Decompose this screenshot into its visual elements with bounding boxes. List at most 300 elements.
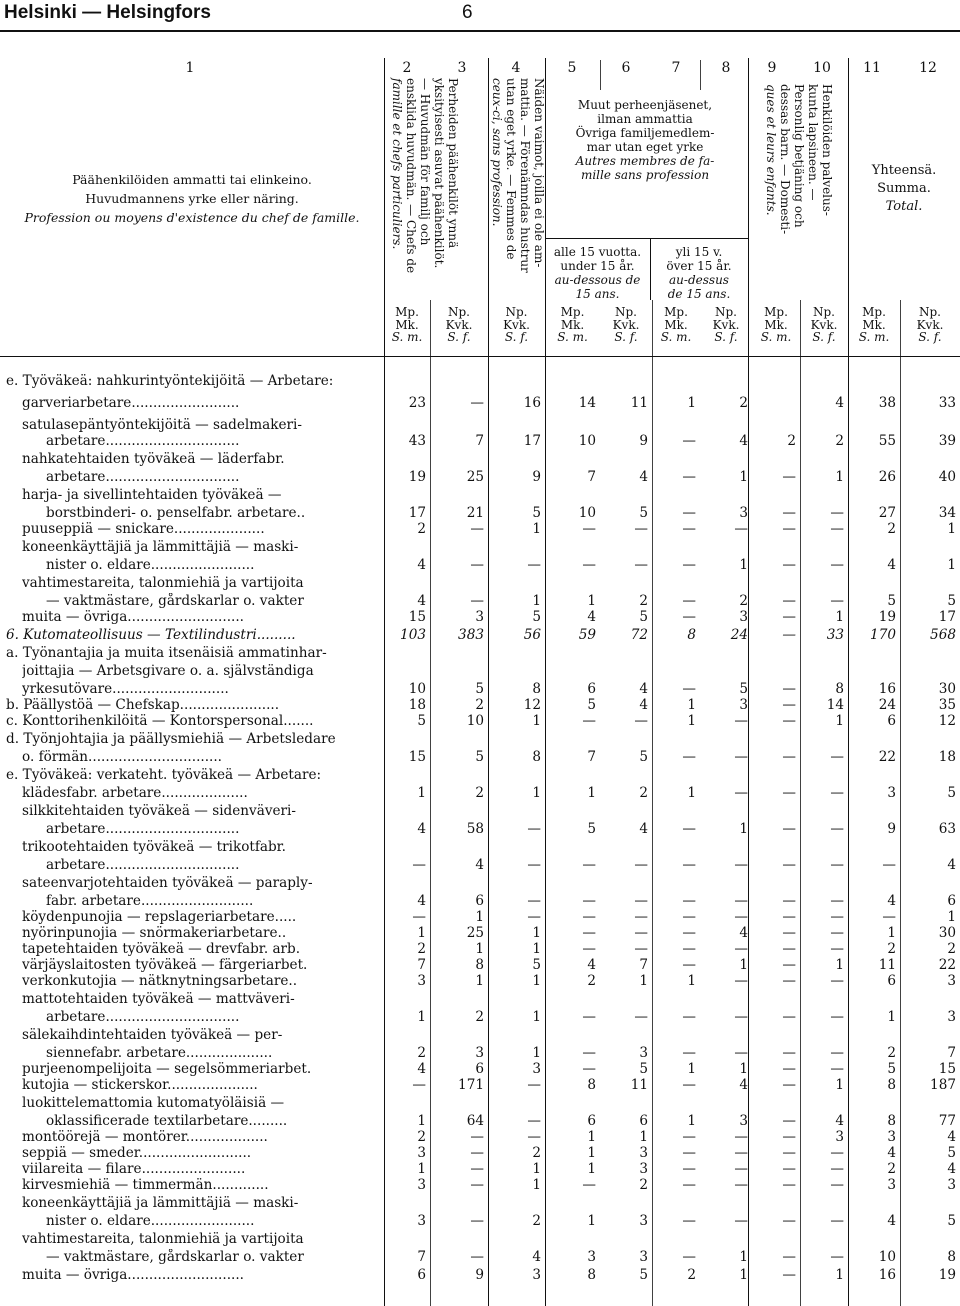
- table-cell: —: [470, 1129, 484, 1145]
- table-cell: 2: [417, 1045, 426, 1061]
- table-cell: 2: [475, 1009, 484, 1025]
- table-cell: 25: [466, 469, 484, 485]
- table-cell: 1: [739, 1267, 748, 1283]
- table-cell: 2: [787, 433, 796, 449]
- table-cell: 383: [458, 627, 484, 643]
- col910-header-l1: Henkilöiden palvelus-: [820, 84, 834, 216]
- table-row-label: arbetare...............................: [46, 1009, 240, 1025]
- table-cell: 11: [878, 957, 896, 973]
- table-cell: —: [682, 1145, 696, 1161]
- table-cell: 3: [887, 785, 896, 801]
- table-row-label: tapetehtaiden työväkeä — drevfabr. arb.: [22, 941, 301, 957]
- table-cell: —: [830, 1009, 844, 1025]
- table-cell: 7: [587, 749, 596, 765]
- unit-line: Np.: [505, 305, 528, 319]
- unit-label: [848, 306, 900, 344]
- table-cell: —: [682, 505, 696, 521]
- column-number: 11: [863, 60, 881, 76]
- table-cell: 2: [947, 941, 956, 957]
- col1-header-fi: Päähenkilöiden ammatti tai elinkeino.: [72, 172, 312, 187]
- unit-label: [752, 306, 800, 344]
- column-divider: [488, 58, 489, 1306]
- table-cell: —: [470, 521, 484, 537]
- col58-header-sv2: mar utan eget yrke: [586, 140, 704, 154]
- table-cell: —: [782, 557, 796, 573]
- table-cell: —: [782, 1061, 796, 1077]
- unit-label: [384, 306, 430, 344]
- table-cell: 1: [532, 1045, 541, 1061]
- table-cell: —: [682, 1129, 696, 1145]
- table-cell: 1: [417, 1113, 426, 1129]
- unit-label: [545, 306, 600, 344]
- column-number: 9: [767, 60, 777, 76]
- table-cell: 5: [887, 593, 896, 609]
- table-cell: 2: [835, 433, 844, 449]
- col910-header-l2: kunta lapsineen. —: [806, 84, 820, 201]
- table-cell: 5: [532, 609, 541, 625]
- table-cell: 1: [739, 821, 748, 837]
- table-cell: —: [782, 957, 796, 973]
- table-cell: 59: [578, 627, 596, 643]
- table-cell: —: [470, 395, 484, 411]
- table-cell: —: [734, 749, 748, 765]
- column-number: 12: [919, 60, 937, 76]
- table-cell: 4: [947, 1129, 956, 1145]
- table-row-label: arbetare...............................: [46, 821, 240, 837]
- table-cell: 1: [835, 469, 844, 485]
- table-cell: 9: [532, 469, 541, 485]
- table-cell: 1: [687, 395, 696, 411]
- table-row-heading: koneenkäyttäjiä ja lämmittäjiä — maski-: [22, 539, 299, 555]
- table-cell: 1: [587, 593, 596, 609]
- table-cell: —: [782, 593, 796, 609]
- unit-line: Mp.: [560, 305, 585, 319]
- table-cell: —: [582, 909, 596, 925]
- table-cell: 7: [475, 433, 484, 449]
- col1-header-sv: Huvudmannens yrke eller näring.: [85, 191, 299, 206]
- col58-header-fr2: mille sans profession: [580, 168, 710, 182]
- table-cell: 6: [587, 681, 596, 697]
- subcolumn-divider: [700, 60, 701, 90]
- table-cell: 8: [587, 1077, 596, 1093]
- table-cell: 3: [639, 1161, 648, 1177]
- table-cell: 1: [532, 925, 541, 941]
- table-cell: —: [782, 821, 796, 837]
- table-row-label: borstbinderi- o. penselfabr. arbetare..: [46, 505, 306, 521]
- table-cell: —: [634, 1009, 648, 1025]
- table-cell: 5: [639, 609, 648, 625]
- table-cell: —: [682, 1177, 696, 1193]
- table-cell: 8: [475, 957, 484, 973]
- table-cell: —: [682, 749, 696, 765]
- table-cell: —: [682, 557, 696, 573]
- table-cell: —: [830, 521, 844, 537]
- table-cell: —: [527, 857, 541, 873]
- table-cell: 8: [532, 681, 541, 697]
- table-cell: 3: [639, 1145, 648, 1161]
- table-cell: 16: [523, 395, 541, 411]
- table-cell: 5: [587, 821, 596, 837]
- table-cell: 1: [587, 1145, 596, 1161]
- table-cell: —: [470, 1145, 484, 1161]
- column-number: 8: [721, 60, 731, 76]
- col58-header: [545, 98, 745, 182]
- table-cell: —: [527, 1113, 541, 1129]
- table-cell: 9: [639, 433, 648, 449]
- table-cell: 8: [587, 1267, 596, 1283]
- table-cell: 1: [475, 909, 484, 925]
- table-cell: —: [582, 893, 596, 909]
- table-cell: —: [830, 749, 844, 765]
- table-cell: —: [470, 593, 484, 609]
- table-cell: 2: [887, 521, 896, 537]
- table-cell: —: [782, 1161, 796, 1177]
- table-cell: 3: [417, 973, 426, 989]
- table-cell: 64: [466, 1113, 484, 1129]
- unit-label: [488, 306, 545, 344]
- table-cell: 4: [475, 857, 484, 873]
- table-cell: 1: [739, 1061, 748, 1077]
- table-cell: —: [782, 1045, 796, 1061]
- unit-line: Np.: [919, 305, 941, 319]
- table-cell: —: [527, 821, 541, 837]
- table-cell: 1: [739, 557, 748, 573]
- table-cell: —: [734, 1045, 748, 1061]
- table-cell: 3: [739, 505, 748, 521]
- table-cell: 4: [639, 697, 648, 713]
- col56-subheader-fr2: 15 ans.: [575, 287, 620, 301]
- table-row-label: värjäyslaitosten työväkeä — färgeriarbet.: [22, 957, 308, 973]
- table-cell: —: [882, 857, 896, 873]
- col56-subheader-fr1: au-dessous de: [554, 273, 641, 287]
- table-row-heading: sälekaihdintehtaiden työväkeä — per-: [22, 1027, 283, 1043]
- table-cell: 2: [687, 1267, 696, 1283]
- table-cell: 3: [417, 1213, 426, 1229]
- table-cell: —: [582, 1009, 596, 1025]
- table-cell: 9: [887, 821, 896, 837]
- table-cell: —: [470, 1177, 484, 1193]
- table-cell: —: [830, 1249, 844, 1265]
- table-cell: 3: [532, 1267, 541, 1283]
- table-cell: 3: [475, 1045, 484, 1061]
- table-cell: 8: [532, 749, 541, 765]
- table-cell: 3: [947, 1177, 956, 1193]
- table-row-label: arbetare...............................: [46, 857, 240, 873]
- table-cell: —: [634, 521, 648, 537]
- table-cell: 2: [475, 697, 484, 713]
- table-cell: —: [830, 909, 844, 925]
- table-cell: 4: [739, 925, 748, 941]
- table-cell: —: [527, 893, 541, 909]
- table-cell: —: [734, 1145, 748, 1161]
- table-cell: 56: [523, 627, 541, 643]
- table-cell: —: [830, 1045, 844, 1061]
- table-cell: 1: [417, 785, 426, 801]
- table-cell: 2: [532, 1213, 541, 1229]
- table-cell: 22: [878, 749, 896, 765]
- table-cell: 11: [630, 1077, 648, 1093]
- table-cell: 4: [739, 1077, 748, 1093]
- table-cell: 3: [587, 1249, 596, 1265]
- col910-header: [764, 84, 834, 234]
- table-cell: —: [412, 857, 426, 873]
- table-cell: —: [734, 893, 748, 909]
- table-row-label: oklassificerade textilarbetare.........: [46, 1113, 288, 1129]
- table-cell: —: [782, 609, 796, 625]
- table-cell: 1: [532, 941, 541, 957]
- table-cell: 3: [639, 1213, 648, 1229]
- unit-line: Kvk.: [712, 317, 740, 332]
- table-cell: —: [782, 1129, 796, 1145]
- unit-line: Mk.: [764, 317, 788, 332]
- col23-header-l3: — Huvudmän för familj och: [418, 78, 432, 246]
- table-cell: —: [682, 1045, 696, 1061]
- table-cell: 3: [887, 1129, 896, 1145]
- unit-line: Mk.: [560, 317, 585, 332]
- table-cell: 23: [408, 395, 426, 411]
- table-cell: —: [527, 909, 541, 925]
- table-cell: 7: [417, 957, 426, 973]
- table-cell: 5: [639, 1267, 648, 1283]
- table-cell: 2: [475, 785, 484, 801]
- table-cell: 3: [417, 1145, 426, 1161]
- col4-header-l1: Näiden vaimot, joilla ei ole am-: [532, 78, 546, 268]
- table-row-label: arbetare...............................: [46, 469, 240, 485]
- table-cell: 2: [887, 1161, 896, 1177]
- table-cell: 1: [417, 925, 426, 941]
- table-cell: 1: [532, 1009, 541, 1025]
- unit-line: Np.: [448, 305, 470, 319]
- page-header: [0, 0, 960, 30]
- table-cell: 1: [687, 785, 696, 801]
- table-cell: —: [470, 1249, 484, 1265]
- table-cell: 5: [947, 593, 956, 609]
- col78-subheader-fi: yli 15 v.: [675, 245, 723, 259]
- col23-header: [390, 78, 460, 273]
- table-cell: 15: [408, 609, 426, 625]
- table-cell: 10: [578, 505, 596, 521]
- table-cell: 30: [938, 681, 956, 697]
- table-cell: 1: [639, 1129, 648, 1145]
- table-row-label: — vaktmästare, gårdskarlar o. vakter: [46, 593, 304, 609]
- header-bottom-rule: [0, 356, 960, 357]
- table-cell: 4: [587, 957, 596, 973]
- table-cell: 30: [938, 925, 956, 941]
- table-cell: 4: [417, 821, 426, 837]
- table-cell: 5: [532, 957, 541, 973]
- table-row-heading: luokittelemattomia kutomatyöläisiä —: [22, 1095, 285, 1111]
- table-row-heading: silkkitehtaiden työväkeä — sidenväveri-: [22, 803, 296, 819]
- col23-header-l5: famille et chefs particuliers.: [390, 78, 404, 250]
- table-cell: —: [830, 857, 844, 873]
- table-cell: 5: [887, 1061, 896, 1077]
- col78-subheader-fr1: au-dessus: [669, 273, 729, 287]
- table-cell: —: [682, 821, 696, 837]
- unit-line: Kvk.: [810, 317, 838, 332]
- table-cell: 171: [458, 1077, 484, 1093]
- table-row-label: fabr. arbetare..........................: [46, 893, 254, 909]
- table-cell: —: [782, 785, 796, 801]
- unit-line: Kvk.: [916, 317, 944, 332]
- table-cell: 1: [687, 973, 696, 989]
- table-cell: 7: [639, 957, 648, 973]
- table-cell: 10: [466, 713, 484, 729]
- table-cell: —: [734, 1129, 748, 1145]
- table-cell: —: [782, 857, 796, 873]
- unit-label: [800, 306, 848, 344]
- table-cell: 10: [578, 433, 596, 449]
- table-cell: 1: [587, 785, 596, 801]
- table-cell: 2: [739, 395, 748, 411]
- column-number: 3: [457, 60, 467, 76]
- table-cell: —: [412, 909, 426, 925]
- table-cell: —: [682, 957, 696, 973]
- table-cell: —: [582, 925, 596, 941]
- table-cell: 22: [938, 957, 956, 973]
- unit-line: Mp.: [764, 305, 788, 319]
- col78-subheader: [652, 245, 746, 301]
- col1112-header-fr: Total.: [885, 199, 923, 214]
- table-cell: —: [527, 557, 541, 573]
- table-row-heading: satulasepäntyöntekijöitä — sadelmakeri-: [22, 417, 302, 433]
- table-cell: 1: [532, 785, 541, 801]
- table-cell: 5: [639, 749, 648, 765]
- table-cell: 5: [947, 785, 956, 801]
- table-cell: 33: [826, 627, 844, 643]
- unit-line: S. f.: [614, 330, 638, 344]
- col58-header-fr1: Autres membres de fa-: [575, 154, 715, 168]
- table-cell: 4: [587, 609, 596, 625]
- table-cell: 3: [739, 697, 748, 713]
- table-row-label: verkonkutojia — nätknytningsarbetare..: [22, 973, 298, 989]
- table-cell: 1: [417, 1161, 426, 1177]
- table-cell: 1: [835, 713, 844, 729]
- table-cell: 1: [417, 1009, 426, 1025]
- table-row-label: montöörejä — montörer...................: [22, 1129, 268, 1145]
- unit-line: S. f.: [447, 330, 471, 344]
- unit-line: S. f.: [714, 330, 738, 344]
- table-cell: —: [782, 469, 796, 485]
- table-cell: 19: [938, 1267, 956, 1283]
- table-cell: 24: [730, 627, 748, 643]
- table-cell: 4: [639, 821, 648, 837]
- table-row-label: kutojia — stickerskor.....................: [22, 1077, 258, 1093]
- table-cell: —: [527, 1077, 541, 1093]
- table-cell: 3: [739, 1113, 748, 1129]
- table-cell: —: [470, 1161, 484, 1177]
- table-cell: —: [782, 627, 796, 643]
- col23-header-l1: Perheiden päähenkilöt ynnä: [446, 78, 460, 249]
- table-cell: —: [782, 505, 796, 521]
- table-cell: 16: [878, 681, 896, 697]
- table-cell: 1: [532, 1161, 541, 1177]
- table-cell: —: [830, 1061, 844, 1077]
- table-cell: 8: [887, 1077, 896, 1093]
- table-cell: 1: [687, 1061, 696, 1077]
- table-row-label: muita — övriga...........................: [22, 1267, 244, 1283]
- table-cell: 103: [400, 627, 426, 643]
- table-cell: 8: [835, 681, 844, 697]
- col1-header: [6, 172, 378, 225]
- table-cell: —: [734, 941, 748, 957]
- table-row-label: kirvesmiehiä — timmermän.............: [22, 1177, 269, 1193]
- table-cell: 4: [639, 469, 648, 485]
- table-row-label: — vaktmästare, gårdskarlar o. vakter: [46, 1249, 304, 1265]
- table-cell: 4: [417, 557, 426, 573]
- table-cell: 7: [947, 1045, 956, 1061]
- unit-line: S. f.: [504, 330, 529, 344]
- table-row-heading: harja- ja sivellintehtaiden työväkeä —: [22, 487, 282, 503]
- table-cell: —: [582, 713, 596, 729]
- table-cell: —: [682, 893, 696, 909]
- table-cell: 1: [947, 557, 956, 573]
- unit-line: Mk.: [862, 317, 886, 332]
- col4-header-l4: ceux-ci, sans profession.: [490, 78, 504, 227]
- table-row-heading: e. Työväkeä: verkateht. työväkeä — Arbetare:: [6, 767, 322, 783]
- table-cell: —: [782, 521, 796, 537]
- table-cell: —: [527, 1129, 541, 1145]
- table-cell: 38: [878, 395, 896, 411]
- table-cell: —: [830, 593, 844, 609]
- table-cell: 1: [587, 1161, 596, 1177]
- table-cell: 1: [687, 713, 696, 729]
- table-cell: —: [782, 1213, 796, 1229]
- table-cell: 4: [417, 593, 426, 609]
- table-cell: —: [682, 469, 696, 485]
- table-cell: 63: [938, 821, 956, 837]
- table-cell: 17: [938, 609, 956, 625]
- table-cell: 5: [639, 505, 648, 521]
- table-cell: 1: [532, 973, 541, 989]
- table-row-heading: vahtimestareita, talonmiehiä ja vartijoita: [22, 575, 304, 591]
- table-cell: 187: [930, 1077, 956, 1093]
- table-row-heading: nahkatehtaiden työväkeä — läderfabr.: [22, 451, 285, 467]
- table-cell: 1: [739, 957, 748, 973]
- table-cell: 39: [938, 433, 956, 449]
- table-cell: 2: [887, 1045, 896, 1061]
- table-row-label: arbetare...............................: [46, 433, 240, 449]
- table-cell: 14: [826, 697, 844, 713]
- table-cell: —: [782, 681, 796, 697]
- col58-header-fi2: ilman ammattia: [597, 112, 693, 126]
- unit-line: S. m.: [557, 330, 588, 344]
- table-cell: 5: [587, 697, 596, 713]
- table-cell: 34: [938, 505, 956, 521]
- table-cell: 5: [417, 713, 426, 729]
- table-cell: —: [830, 1161, 844, 1177]
- table-cell: —: [582, 1045, 596, 1061]
- table-cell: 1: [587, 1213, 596, 1229]
- table-cell: 3: [475, 609, 484, 625]
- table-cell: —: [682, 681, 696, 697]
- table-cell: 3: [947, 973, 956, 989]
- table-cell: —: [682, 521, 696, 537]
- subcolumn-divider: [652, 300, 653, 1306]
- col23-header-l2: yksityisesti asuvat päähenkilöt.: [432, 78, 446, 269]
- unit-line: Mp.: [664, 305, 688, 319]
- table-cell: —: [682, 857, 696, 873]
- table-cell: 1: [532, 1177, 541, 1193]
- table-cell: 4: [532, 1249, 541, 1265]
- unit-line: S. m.: [760, 330, 792, 344]
- table-cell: —: [830, 505, 844, 521]
- unit-line: Np.: [615, 305, 637, 319]
- table-cell: —: [582, 1177, 596, 1193]
- table-cell: 33: [938, 395, 956, 411]
- table-cell: 4: [947, 857, 956, 873]
- table-cell: —: [782, 893, 796, 909]
- table-cell: 7: [417, 1249, 426, 1265]
